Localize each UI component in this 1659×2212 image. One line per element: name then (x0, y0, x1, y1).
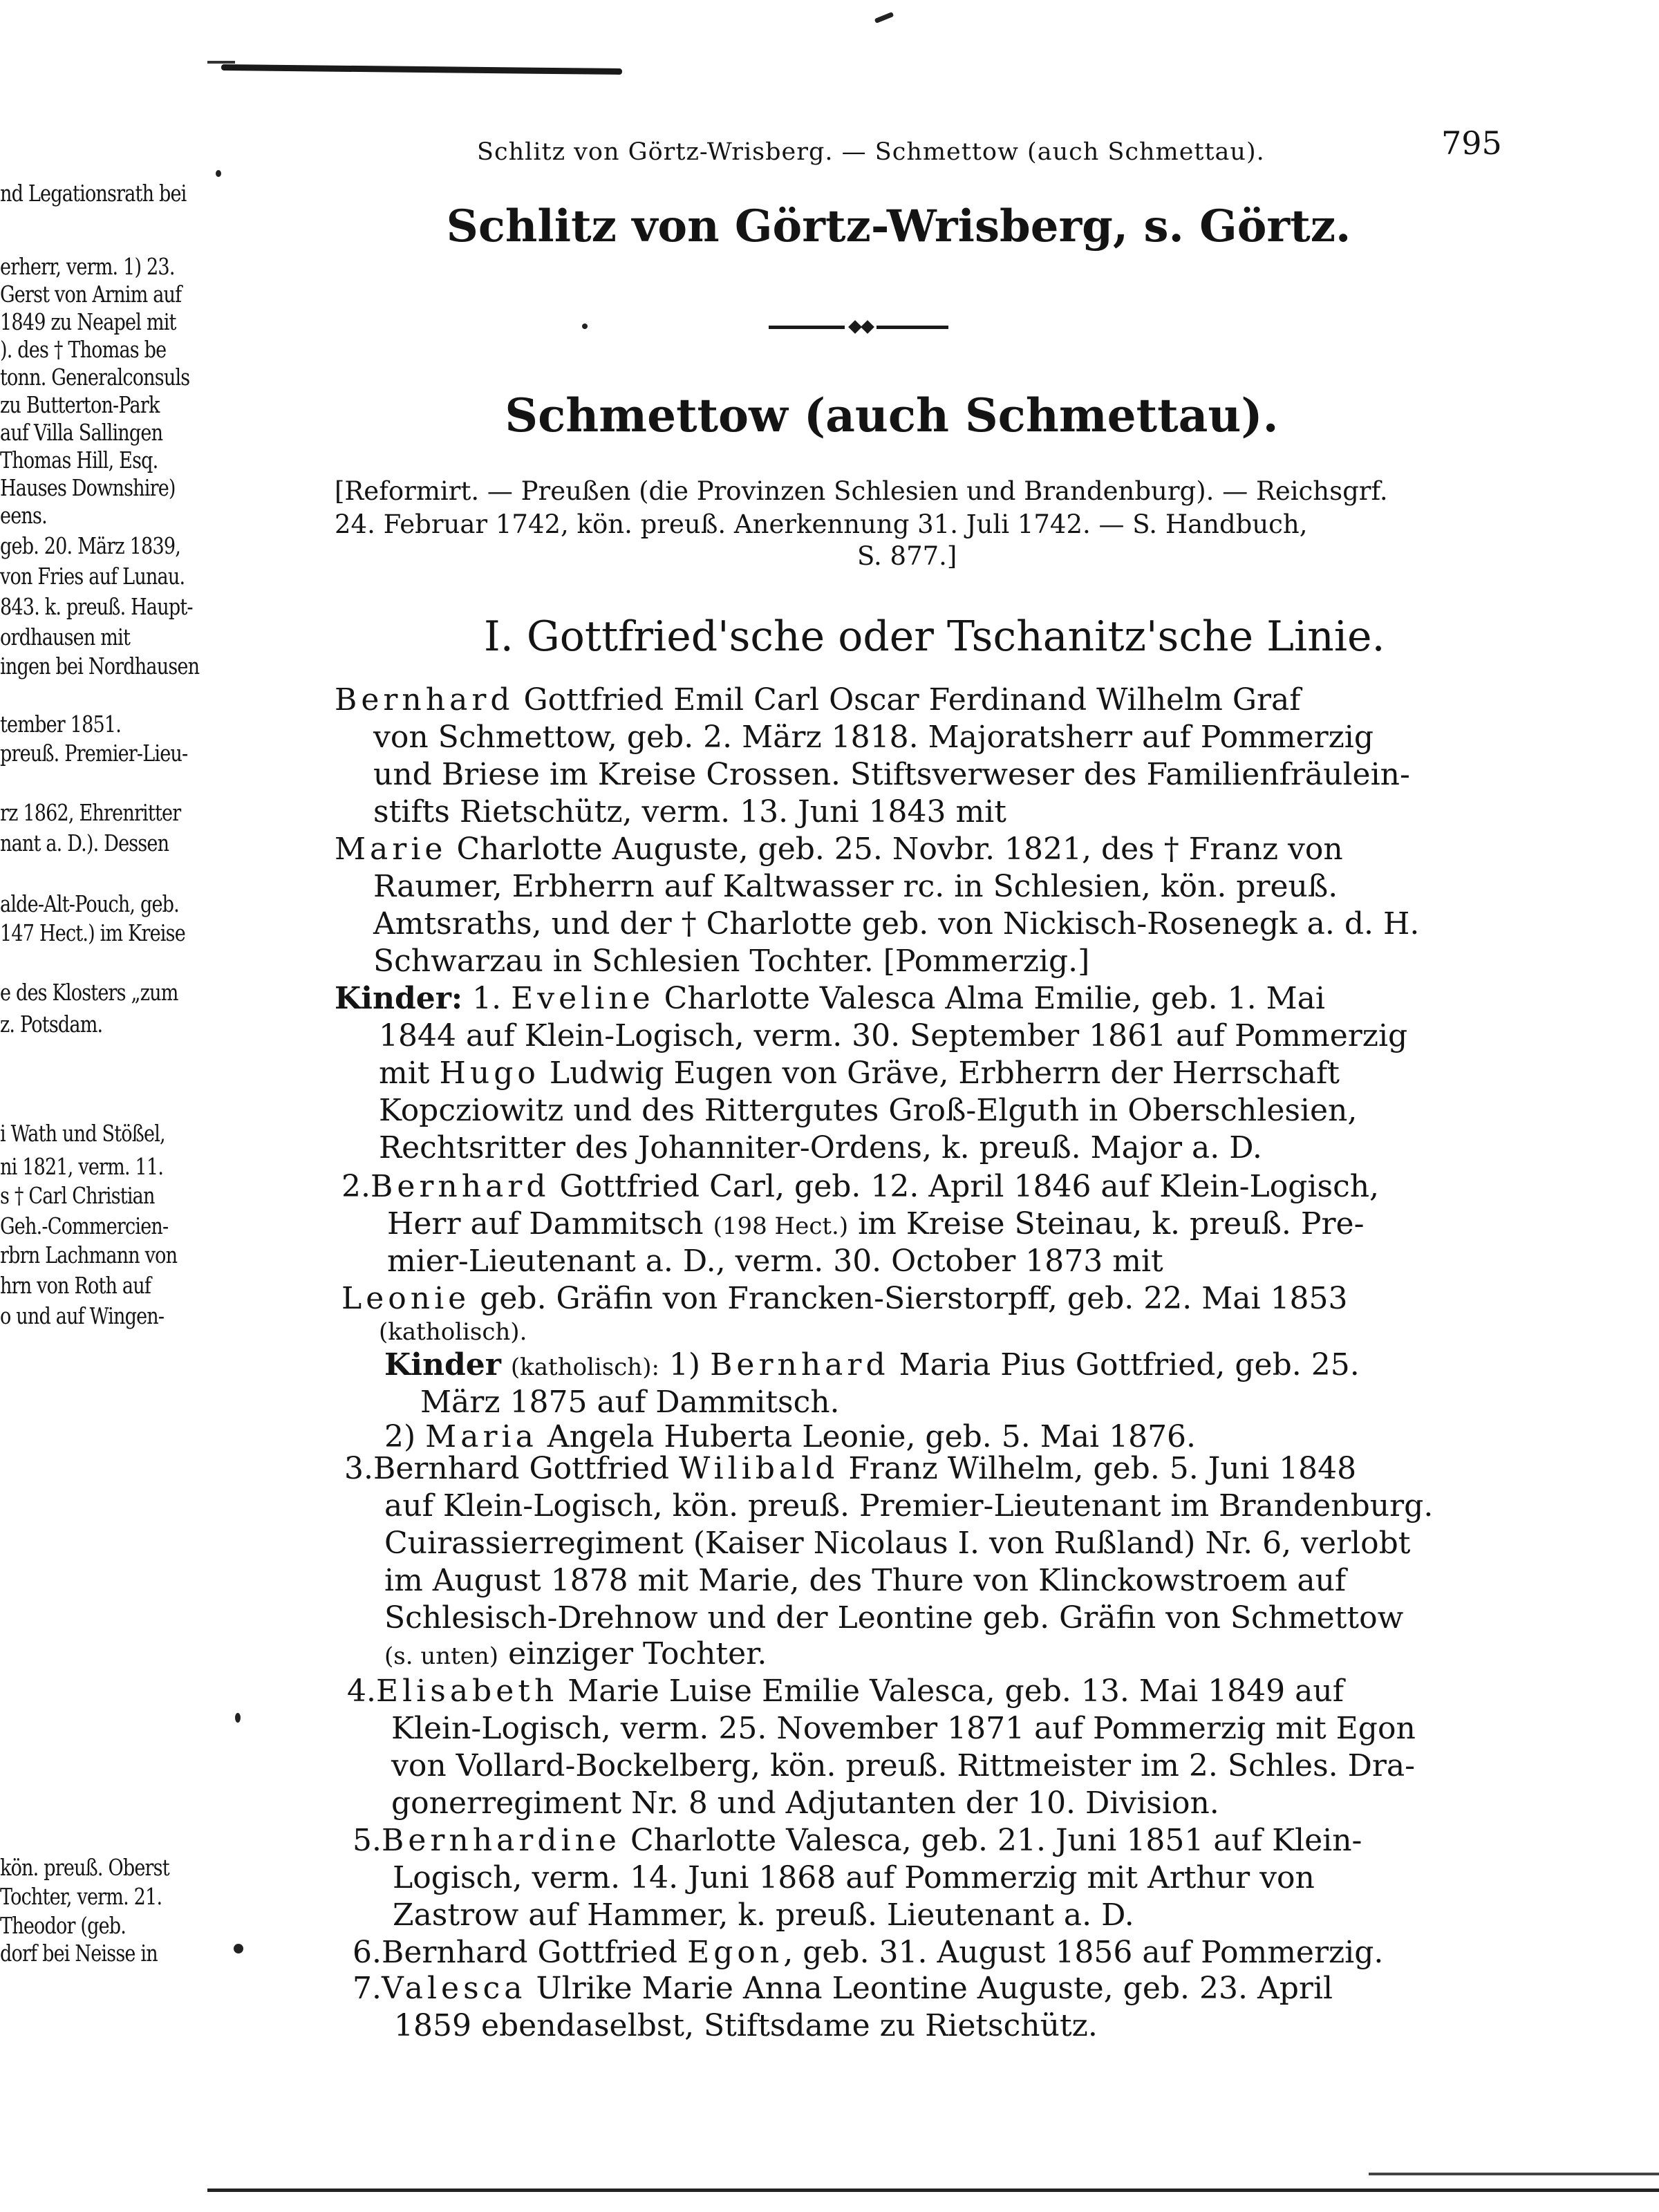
child-number: 3. (344, 1451, 373, 1486)
left-column-line: Tochter, verm. 21. (0, 1883, 162, 1910)
entry-text: Marie Luise Emilie Valesca, geb. 13. Mai 1849 auf (568, 1674, 1344, 1709)
ornament-divider (769, 320, 948, 334)
person-name: Valesca (381, 1971, 527, 2006)
entry-line: im August 1878 mit Marie, des Thure von Klinckowstroem auf (384, 1563, 1347, 1598)
child-number: 7. (353, 1971, 382, 2006)
person-name: Bernhard (335, 682, 514, 718)
person-name: Maria (425, 1419, 538, 1454)
entry-line (353, 1933, 1383, 1973)
left-column-line: alde-Alt-Pouch, geb. (0, 890, 179, 917)
entry-text: Herr auf Dammitsch (387, 1206, 704, 1241)
left-column-line: i Wath und Stößel, (0, 1120, 165, 1147)
left-column-line: tember 1851. (0, 711, 122, 738)
person-name: Bernhard (370, 1169, 550, 1204)
scan-artifact (582, 324, 588, 329)
entry-text: Gottfried Carl, geb. 12. April 1846 auf Klein-Logisch, (559, 1169, 1380, 1204)
scan-artifact (207, 2188, 1659, 2192)
entry-line: Rechtsritter des Johanniter-Ordens, k. preuß. Major a. D. (379, 1130, 1262, 1165)
scan-artifact (234, 1944, 243, 1953)
person-name: Leonie (341, 1281, 471, 1316)
entry-line: von Vollard-Bockelberg, kön. preuß. Rittmeister im 2. Schles. Dra- (391, 1748, 1416, 1783)
scan-artifact (235, 1713, 241, 1723)
left-column-line: 147 Hect.) im Kreise (0, 919, 185, 946)
child-number: 4. (347, 1674, 376, 1709)
entry-line: auf Klein-Logisch, kön. preuß. Premier-Lieutenant im Brandenburg. (384, 1488, 1434, 1524)
entry-text: im Kreise Steinau, k. preuß. Pre- (858, 1206, 1365, 1241)
left-column-line: ). des † Thomas be (0, 336, 167, 363)
entry-line: von Schmettow, geb. 2. März 1818. Majoratsherr auf Pommerzig (373, 720, 1374, 755)
entry-line (335, 830, 1343, 870)
entry-text: einziger Tochter. (508, 1636, 767, 1671)
entry-text: , geb. 31. August 1856 auf Pommerzig. (783, 1935, 1384, 1970)
entry-text: Bernhard Gottfried (381, 1935, 678, 1970)
entry-text: Maria Pius Gottfried, geb. 25. (899, 1347, 1360, 1382)
entry-line (335, 979, 1325, 1019)
bracket-note-line: 24. Februar 1742, kön. preuß. Anerkennung 31. Juli 1742. — S. Handbuch, (335, 509, 1308, 539)
left-column-line: ni 1821, verm. 11. (0, 1153, 164, 1180)
entry-line (335, 680, 1301, 720)
running-head: Schlitz von Görtz-Wrisberg. — Schmettow (auch Schmettau). (477, 138, 1265, 166)
entry-line: März 1875 auf Dammitsch. (420, 1385, 840, 1420)
entry-line (344, 1449, 1356, 1489)
children-label: Kinder: (335, 981, 463, 1016)
left-column-line: kön. preuß. Oberst (0, 1854, 169, 1881)
entry-text: Bernhard Gottfried (373, 1451, 670, 1486)
person-name: Hugo (439, 1056, 540, 1091)
left-column-line: rz 1862, Ehrenritter (0, 799, 181, 826)
person-name: Elisabeth (375, 1674, 559, 1709)
entry-text: Angela Huberta Leonie, geb. 5. Mai 1876. (547, 1419, 1197, 1454)
entry-text: mit (379, 1056, 430, 1091)
entry-text: Gottfried Emil Carl Oscar Ferdinand Wilhelm Graf (523, 682, 1301, 718)
left-column-line: Hauses Downshire) (0, 474, 176, 501)
person-name: Bernhardine (381, 1823, 621, 1858)
person-name: Marie (335, 832, 447, 867)
left-column-line: z. Potsdam. (0, 1011, 103, 1038)
left-column-line: hrn von Roth auf (0, 1272, 151, 1299)
family-title: Schmettow (auch Schmettau). (505, 388, 1279, 442)
entry-text: Franz Wilhelm, geb. 5. Juni 1848 (848, 1451, 1357, 1486)
entry-text: (198 Hect.) (713, 1212, 849, 1240)
left-column-line: auf Villa Sallingen (0, 419, 163, 446)
entry-text: Charlotte Valesca Alma Emilie, geb. 1. Mai (664, 981, 1325, 1016)
entry-text: (katholisch): (510, 1353, 659, 1381)
entry-line (353, 1969, 1333, 2009)
left-column-line: rbrn Lachmann von (0, 1241, 178, 1268)
child-number: 5. (353, 1823, 382, 1858)
left-column-line: s † Carl Christian (0, 1182, 155, 1209)
left-column-line: o und auf Wingen- (0, 1302, 165, 1329)
scan-artifact (207, 61, 235, 64)
left-column-line: dorf bei Neisse in (0, 1940, 158, 1967)
entry-text: Ludwig Eugen von Gräve, Erbherrn der Herrschaft (549, 1056, 1340, 1091)
left-column-line: nant a. D.). Dessen (0, 830, 169, 856)
entry-line: gonerregiment Nr. 8 und Adjutanten der 10. Division. (391, 1785, 1219, 1821)
left-column-line: Theodor (geb. (0, 1912, 126, 1939)
person-name: Wilibald (679, 1451, 839, 1486)
entry-line (384, 1345, 1360, 1387)
entry-text: geb. Gräfin von Francken-Sierstorpff, geb. 22. Mai 1853 (480, 1281, 1348, 1316)
entry-line: Logisch, verm. 14. Juni 1868 auf Pommerzig mit Arthur von (393, 1860, 1315, 1895)
person-name: Bernhard (710, 1347, 890, 1382)
left-column-line: ordhausen mit (0, 624, 130, 650)
left-column-line: eens. (0, 502, 47, 529)
entry-line: Kopcziowitz und des Rittergutes Groß-Elguth in Oberschlesien, (379, 1093, 1358, 1128)
person-name: Eveline (511, 981, 655, 1016)
left-column-line: e des Klosters „zum (0, 979, 178, 1006)
entry-line: und Briese im Kreise Crossen. Stiftsverweser des Familienfräulein- (373, 757, 1410, 792)
entry-text: Charlotte Auguste, geb. 25. Novbr. 1821, des † Franz von (456, 832, 1343, 867)
section-heading: I. Gottfried'sche oder Tschanitz'sche Linie. (484, 612, 1385, 661)
entry-text: Ulrike Marie Anna Leontine Auguste, geb. 23. April (536, 1971, 1333, 2006)
entry-line: Klein-Logisch, verm. 25. November 1871 auf Pommerzig mit Egon (391, 1711, 1416, 1746)
left-column-line: geb. 20. März 1839, (0, 532, 181, 559)
scan-artifact (221, 64, 622, 75)
entry-line: 1844 auf Klein-Logisch, verm. 30. September 1861 auf Pommerzig (379, 1018, 1408, 1053)
entry-line: Raumer, Erbherrn auf Kaltwasser rc. in Schlesien, kön. preuß. (373, 869, 1338, 904)
left-column-line: preuß. Premier-Lieu- (0, 740, 188, 767)
entry-line: Cuirassierregiment (Kaiser Nicolaus I. von Rußland) Nr. 6, verlobt (384, 1526, 1411, 1561)
left-column-line: 1849 zu Neapel mit (0, 308, 176, 335)
bracket-note-line: S. 877.] (857, 541, 957, 571)
child-number: 2) (384, 1419, 416, 1454)
entry-line (387, 1204, 1364, 1246)
entry-line: mier-Lieutenant a. D., verm. 30. October 1873 mit (387, 1244, 1163, 1279)
entry-line (347, 1671, 1344, 1712)
page-number: 795 (1441, 124, 1502, 162)
left-column-line: tonn. Generalconsuls (0, 364, 190, 391)
entry-line (353, 1821, 1362, 1861)
bracket-note-line: [Reformirt. — Preußen (die Provinzen Schlesien und Brandenburg). — Reichsgrf. (335, 476, 1388, 506)
left-column-line: Gerst von Arnim auf (0, 281, 182, 308)
scan-artifact (874, 12, 894, 24)
child-number: 1) (668, 1347, 701, 1382)
entry-text: (s. unten) (384, 1642, 499, 1670)
left-column-line: ingen bei Nordhausen (0, 653, 200, 679)
child-number: 1. (472, 981, 502, 1016)
entry-line: (katholisch). (379, 1318, 527, 1346)
child-number: 2. (341, 1169, 371, 1204)
left-column-line: Thomas Hill, Esq. (0, 447, 158, 474)
entry-line (379, 1053, 1340, 1094)
left-column-line: Geh.-Commercien- (0, 1212, 169, 1239)
entry-line: stifts Rietschütz, verm. 13. Juni 1843 mit (373, 794, 1006, 830)
entry-line (384, 1634, 767, 1676)
entry-line: Zastrow auf Hammer, k. preuß. Lieutenant a. D. (393, 1897, 1134, 1933)
entry-line: Schlesisch-Drehnow und der Leontine geb. Gräfin von Schmettow (384, 1600, 1404, 1635)
entry-line: 1859 ebendaselbst, Stiftsdame zu Rietschütz. (394, 2008, 1098, 2043)
child-number: 6. (353, 1935, 382, 1970)
left-column-line: 843. k. preuß. Haupt- (0, 593, 193, 620)
left-column-line: erherr, verm. 1) 23. (0, 253, 175, 280)
left-column-line: zu Butterton-Park (0, 391, 160, 418)
entry-line (341, 1167, 1379, 1207)
scan-artifact (216, 170, 221, 177)
entry-line: Schwarzau in Schlesien Tochter. [Pommerzig.] (373, 944, 1090, 979)
scan-artifact (1369, 2173, 1659, 2175)
children-label: Kinder (384, 1347, 501, 1382)
cross-reference-title: Schlitz von Görtz-Wrisberg, s. Görtz. (446, 200, 1351, 252)
person-name: Egon (687, 1935, 784, 1970)
left-column-line: nd Legationsrath bei (0, 180, 187, 207)
entry-text: Charlotte Valesca, geb. 21. Juni 1851 auf Klein- (630, 1823, 1362, 1858)
entry-line: Amtsraths, und der † Charlotte geb. von Nickisch-Rosenegk a. d. H. (373, 906, 1420, 941)
left-column-line: von Fries auf Lunau. (0, 563, 185, 590)
